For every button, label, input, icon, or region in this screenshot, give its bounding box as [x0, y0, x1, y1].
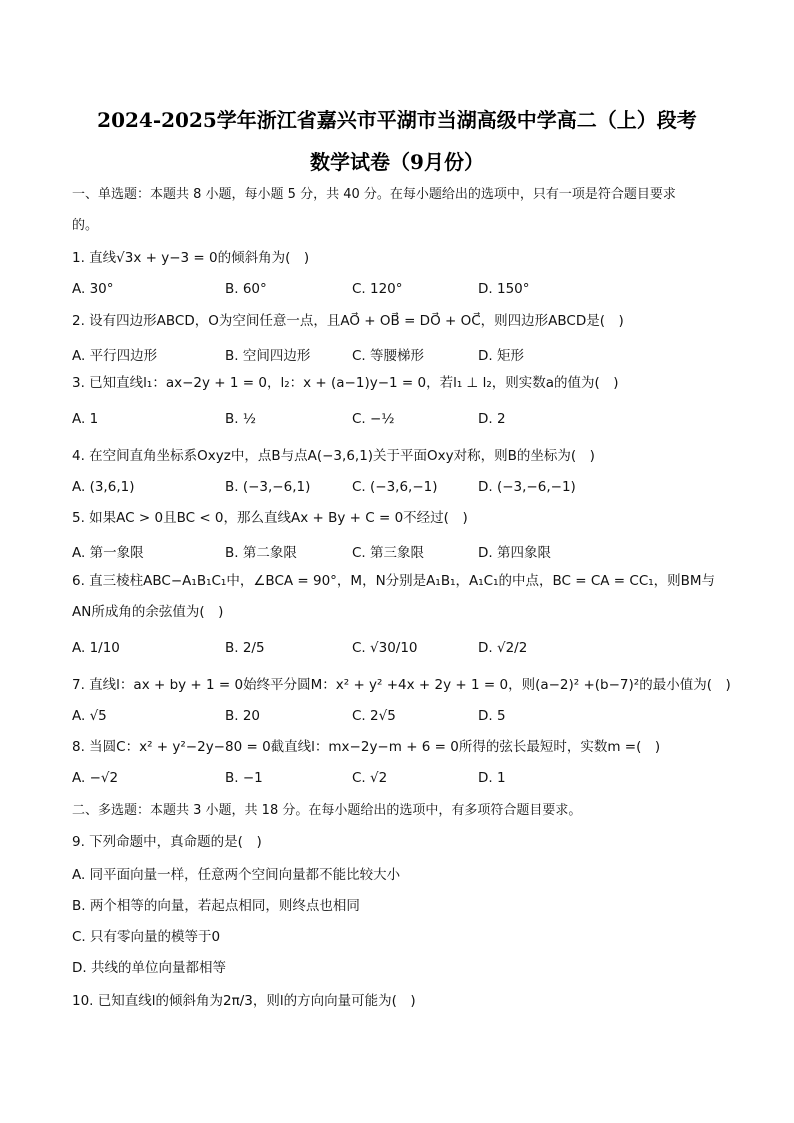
question-3-options — [72, 411, 732, 431]
q8-option-c: C. √2 — [352, 770, 388, 786]
question-4-options — [72, 479, 732, 499]
question-6-stem-cont: AN所成角的余弦值为( ) — [72, 604, 224, 620]
question-7-stem: 7. 直线l：ax + by + 1 = 0始终平分圆M：x² + y² +4x + 2y + 1 = 0，则(a−2)² +(b−7)²的最小值为( ) — [72, 677, 731, 693]
q5-option-a: A. 第一象限 — [72, 545, 144, 561]
q1-option-d: D. 150° — [478, 281, 530, 297]
question-3-stem: 3. 已知直线l₁：ax−2y + 1 = 0，l₂：x + (a−1)y−1 = 0，若l₁ ⊥ l₂，则实数a的值为( ) — [72, 375, 619, 391]
q7-option-a: A. √5 — [72, 708, 107, 724]
question-9-stem: 9. 下列命题中，真命题的是( ) — [72, 834, 262, 850]
q3-option-a: A. 1 — [72, 411, 99, 427]
question-2-stem: 2. 设有四边形ABCD，O为空间任意一点，且AO⃗ + OB⃗ = DO⃗ + OC⃗，则四边形ABCD是( ) — [72, 313, 624, 329]
q4-option-d: D. (−3,−6,−1) — [478, 479, 576, 495]
q5-option-c: C. 第三象限 — [352, 545, 425, 561]
q1-option-a: A. 30° — [72, 281, 114, 297]
q7-option-c: C. 2√5 — [352, 708, 396, 724]
section2-heading: 二、多选题：本题共 3 小题，共 18 分。在每小题给出的选项中，有多项符合题目要求。 — [72, 803, 582, 818]
q9-option-d: D. 共线的单位向量都相等 — [72, 960, 226, 976]
q6-option-c: C. √30/10 — [352, 640, 418, 656]
q2-option-c: C. 等腰梯形 — [352, 348, 425, 364]
q8-option-b: B. −1 — [225, 770, 263, 786]
q1-option-b: B. 60° — [225, 281, 267, 297]
question-6-stem: 6. 直三棱柱ABC−A₁B₁C₁中，∠BCA = 90°，M，N分别是A₁B₁，A₁C₁的中点，BC = CA = CC₁，则BM与 — [72, 573, 716, 589]
question-8-stem: 8. 当圆C：x² + y²−2y−80 = 0截直线l：mx−2y−m + 6 = 0所得的弦长最短时，实数m =( ) — [72, 739, 661, 755]
q4-option-c: C. (−3,6,−1) — [352, 479, 438, 495]
q3-option-d: D. 2 — [478, 411, 506, 427]
q7-option-d: D. 5 — [478, 708, 506, 724]
q6-option-d: D. √2/2 — [478, 640, 528, 656]
question-6-options — [72, 640, 732, 660]
question-5-options — [72, 541, 732, 561]
q8-option-a: A. −√2 — [72, 770, 119, 786]
q2-option-d: D. 矩形 — [478, 348, 524, 364]
question-1-stem: 1. 直线√3x + y−3 = 0的倾斜角为( ) — [72, 250, 310, 266]
q9-option-b: B. 两个相等的向量，若起点相同，则终点也相同 — [72, 898, 360, 914]
question-1-options — [72, 281, 732, 301]
q2-option-b: B. 空间四边形 — [225, 348, 311, 364]
question-2-options — [72, 344, 732, 364]
q4-option-a: A. (3,6,1) — [72, 479, 135, 495]
q9-option-c: C. 只有零向量的模等于0 — [72, 929, 221, 945]
q3-option-c: C. −½ — [352, 411, 395, 427]
q5-option-b: B. 第二象限 — [225, 545, 297, 561]
title-line-1: 2024-2025学年浙江省嘉兴市平湖市当湖高级中学高二（上）段考 — [97, 108, 697, 132]
q6-option-b: B. 2/5 — [225, 640, 265, 656]
q7-option-b: B. 20 — [225, 708, 261, 724]
section1-heading-line1: 一、单选题：本题共 8 小题，每小题 5 分，共 40 分。在每小题给出的选项中，只有一项是符合题目要求 — [72, 187, 676, 202]
q2-option-a: A. 平行四边形 — [72, 348, 158, 364]
q4-option-b: B. (−3,−6,1) — [225, 479, 311, 495]
question-7-options — [72, 708, 732, 728]
q6-option-a: A. 1/10 — [72, 640, 120, 656]
q9-option-a: A. 同平面向量一样，任意两个空间向量都不能比较大小 — [72, 867, 401, 883]
question-8-options — [72, 770, 732, 790]
q1-option-c: C. 120° — [352, 281, 403, 297]
question-4-stem: 4. 在空间直角坐标系Oxyz中，点B与点A(−3,6,1)关于平面Oxy对称，则B的坐标为( ) — [72, 448, 595, 464]
question-10-stem: 10. 已知直线l的倾斜角为2π/3，则l的方向向量可能为( ) — [72, 993, 416, 1009]
title-line-2: 数学试卷（9月份） — [310, 150, 484, 174]
section1-heading-line2: 的。 — [72, 218, 99, 233]
question-5-stem: 5. 如果AC > 0且BC < 0，那么直线Ax + By + C = 0不经过( ) — [72, 510, 468, 526]
q5-option-d: D. 第四象限 — [478, 545, 551, 561]
q8-option-d: D. 1 — [478, 770, 506, 786]
q3-option-b: B. ½ — [225, 411, 256, 427]
